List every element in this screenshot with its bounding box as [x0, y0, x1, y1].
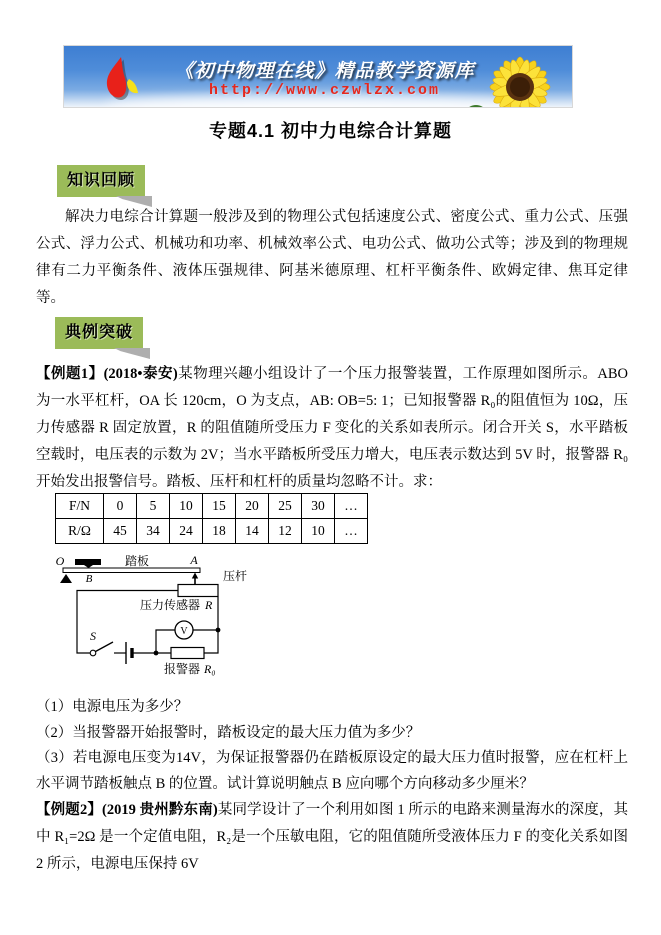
- voltmeter-V: V: [180, 626, 188, 637]
- switch-blade: [96, 642, 114, 652]
- label-alarm: 报警器: [164, 662, 201, 676]
- table-cell: 25: [269, 494, 302, 519]
- table-header-force: F/N: [56, 494, 104, 519]
- resistance-force-table: [55, 493, 368, 544]
- example1-paragraph: [36, 361, 628, 496]
- table-cell: 20: [236, 494, 269, 519]
- label-pressure-rod: 压杆: [223, 569, 248, 583]
- label-O: O: [55, 554, 65, 568]
- pressure-rod-arrowhead: [192, 573, 198, 579]
- section-label-text: 典例突破: [64, 324, 133, 341]
- table-cell: 45: [104, 519, 137, 544]
- junction-dot-right: [216, 628, 221, 633]
- table-cell: 12: [269, 519, 302, 544]
- page-title: 专题4.1 初中力电综合计算题: [208, 121, 453, 141]
- switch-contact: [90, 650, 96, 656]
- example1-tag: 【例题1】(2018•泰安): [36, 366, 178, 382]
- table-cell: …: [335, 519, 368, 544]
- table-cell: 24: [170, 519, 203, 544]
- label-B: B: [85, 573, 93, 585]
- table-cell: …: [335, 494, 368, 519]
- fulcrum-triangle: [60, 574, 72, 583]
- table-cell: 34: [137, 519, 170, 544]
- circuit-diagram: [33, 551, 273, 686]
- label-A: A: [190, 553, 198, 567]
- table-header-resistance: R/Ω: [56, 519, 104, 544]
- sunflower-image: [468, 53, 554, 108]
- label-alarm-R0: R₀: [204, 662, 216, 676]
- label-sensor-R: R: [205, 598, 213, 612]
- question-3: （3）若电源电压变为14V，为保证报警器仍在踏板原设定的最大压力值时报警，应在杠杆上水平调节踏板触点 B 的位置。试计算说明触点 B 应向哪个方向移动多少厘米？: [36, 750, 628, 792]
- example2-text: 某同学设计了一个利用如图 1 所示的电路来测量海水的深度，其中 R₁=2Ω 是一个定值电阻，R₂是一个压敏电阻，它的阻值随所受液体压力 F 的变化关系如图 2 所示，电源电压保持 6V: [36, 802, 628, 872]
- question-1: （1）电源电压为多少？: [36, 699, 189, 715]
- section-label-text: 知识回顾: [66, 172, 135, 189]
- example2-paragraph: [36, 797, 628, 878]
- table-cell: 10: [170, 494, 203, 519]
- table-cell: 10: [302, 519, 335, 544]
- label-shadow-decoration: [114, 348, 150, 359]
- example1-text: 某物理兴趣小组设计了一个压力报警装置，工作原理如图所示。ABO 为一水平杠杆，OA 长 120cm，O 为支点，AB: OB=5: 1；已知报警器 R₀的阻值恒为 10Ω，压力传感器 R 固定放置，R 的阻值随所受压力 F 变化的关系如表所示。闭合开关 S，水平踏板空载时，电压表的示数为 2V；当水平踏板所受压力增大，电压表示数达到 5V 时，报警器 R₀开始发出报警信号。踏板、压杆和杠杆的质量均忽略不计。求：: [36, 366, 628, 490]
- alarm-resistor-box: [171, 648, 204, 659]
- label-pedal: 踏板: [124, 554, 150, 568]
- table-cell: 15: [203, 494, 236, 519]
- label-switch-S: S: [90, 629, 96, 643]
- lever-bar: [63, 568, 200, 573]
- banner-site-url[interactable]: http://www.czwlzx.com: [208, 82, 441, 99]
- banner-site-title: 《初中物理在线》精品教学资源库: [174, 61, 475, 82]
- question-2: （2）当报警器开始报警时，踏板设定的最大压力值为多少？: [36, 725, 421, 741]
- table-cell: 14: [236, 519, 269, 544]
- table-row-force: [56, 494, 368, 519]
- table-cell: 5: [137, 494, 170, 519]
- junction-dot-left: [154, 651, 159, 656]
- table-row-resistance: [56, 519, 368, 544]
- flame-logo-icon: [96, 52, 148, 104]
- pressure-sensor-box: [178, 585, 218, 597]
- label-pressure-sensor: 压力传感器: [140, 598, 201, 612]
- table-cell: 30: [302, 494, 335, 519]
- pedal-shape: [75, 559, 101, 565]
- section-label-example-breakthrough: [55, 317, 143, 349]
- table-cell: 18: [203, 519, 236, 544]
- table-cell: 0: [104, 494, 137, 519]
- section-label-knowledge-review: [57, 165, 145, 197]
- site-banner: [63, 45, 573, 108]
- example2-tag: 【例题2】(2019 贵州黔东南): [36, 802, 218, 818]
- knowledge-review-paragraph: 解决力电综合计算题一般涉及到的物理公式包括速度公式、密度公式、重力公式、压强公式、浮力公式、机械功和功率、机械效率公式、电功公式、做功公式等；涉及到的物理规律有二力平衡条件、液体压强规律、阿基米德原理、杠杆平衡条件、欧姆定律、焦耳定律等。: [36, 209, 628, 306]
